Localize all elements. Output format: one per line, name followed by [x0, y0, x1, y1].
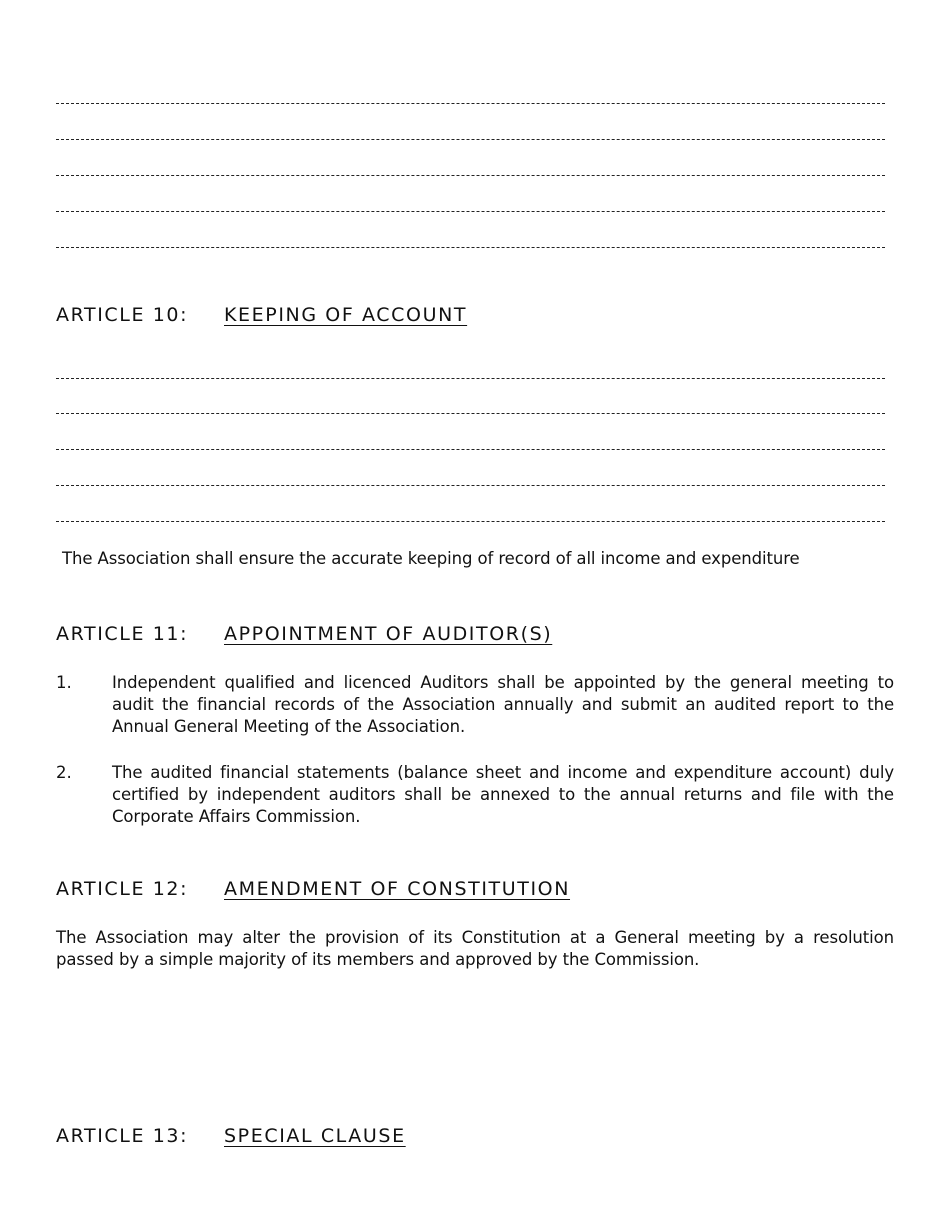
blank-line [56, 175, 885, 176]
article-13-heading [56, 1125, 406, 1147]
article-title: KEEPING OF ACCOUNT [224, 304, 468, 326]
article-number: ARTICLE 12: [56, 878, 189, 900]
list-item-text: Independent qualified and licenced Auditors shall be appointed by the general meeting to audit the financial records of the Association annually and submit an audited report to the Annual General Meeting of the Association. [112, 673, 894, 736]
list-marker: 1. [56, 673, 72, 692]
article-number: ARTICLE 10: [56, 304, 189, 326]
article-number: ARTICLE 13: [56, 1125, 189, 1147]
article-10-body: The Association shall ensure the accurate keeping of record of all income and expenditure [62, 549, 800, 568]
blank-line [56, 139, 885, 140]
blank-line [56, 521, 885, 522]
article-11-heading [56, 623, 552, 645]
article-12-body: The Association may alter the provision of its Constitution at a General meeting by a resolution passed by a simple majority of its members and approved by the Commission. [56, 928, 894, 969]
list-marker: 2. [56, 763, 72, 782]
blank-line [56, 378, 885, 379]
article-12-heading [56, 878, 570, 900]
blank-line [56, 211, 885, 212]
blank-line [56, 103, 885, 104]
list-item-text: The audited financial statements (balance sheet and income and expenditure account) duly certified by independent auditors shall be annexed to the annual returns and file with the Corporate Affairs Commission. [112, 763, 894, 826]
blank-line [56, 247, 885, 248]
blank-line [56, 485, 885, 486]
list-item [56, 672, 894, 738]
article-title: APPOINTMENT OF AUDITOR(S) [224, 623, 553, 645]
article-10-heading [56, 304, 467, 326]
blank-line [56, 413, 885, 414]
article-title: SPECIAL CLAUSE [224, 1125, 406, 1147]
blank-line [56, 449, 885, 450]
list-item [56, 762, 894, 828]
article-title: AMENDMENT OF CONSTITUTION [224, 878, 571, 900]
article-number: ARTICLE 11: [56, 623, 189, 645]
